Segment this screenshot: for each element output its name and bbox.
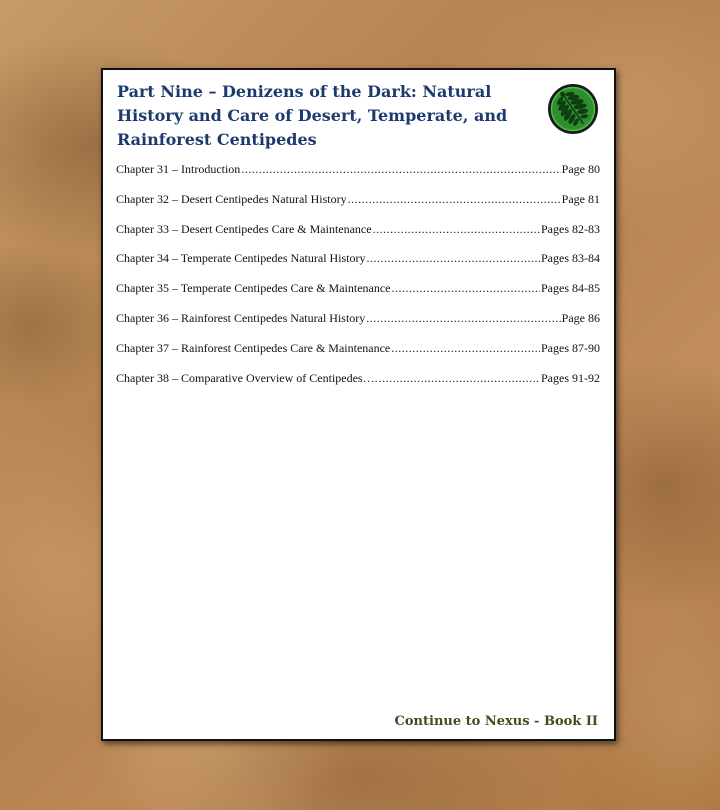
toc-page-number: Pages 82-83 bbox=[541, 221, 600, 236]
toc-entry-chapter-31[interactable] bbox=[116, 162, 600, 192]
toc-chapter-title: Chapter 37 – Rainforest Centipedes Care & Maintenance bbox=[116, 340, 391, 355]
dot-leader bbox=[391, 341, 540, 356]
toc-chapter-title: Chapter 33 – Desert Centipedes Care & Maintenance bbox=[116, 221, 372, 236]
toc-chapter-title: Chapter 35 – Temperate Centipedes Care & Maintenance bbox=[116, 281, 391, 296]
toc-page-number: Pages 83-84 bbox=[541, 251, 600, 266]
document-page bbox=[101, 68, 616, 741]
toc-page-number: Page 81 bbox=[561, 191, 600, 206]
dot-leader bbox=[241, 162, 560, 177]
toc-page-number: Page 80 bbox=[561, 162, 600, 176]
toc-page-number: Pages 84-85 bbox=[541, 281, 600, 296]
dot-leader bbox=[366, 311, 560, 326]
toc-entry-chapter-35[interactable] bbox=[116, 281, 600, 311]
toc-entry-chapter-34[interactable] bbox=[116, 251, 600, 281]
continue-to-book-ii-link[interactable]: Continue to Nexus - Book II bbox=[394, 714, 598, 729]
toc-page-number: Page 86 bbox=[561, 310, 600, 325]
toc-chapter-title: Chapter 36 – Rainforest Centipedes Natural History bbox=[116, 310, 366, 325]
toc-entry-chapter-37[interactable] bbox=[116, 341, 600, 371]
dot-leader bbox=[348, 192, 561, 207]
toc-chapter-title: Chapter 31 – Introduction bbox=[116, 162, 241, 176]
dot-leader bbox=[392, 281, 540, 296]
table-of-contents bbox=[116, 162, 600, 400]
fern-leaf-icon bbox=[547, 83, 599, 135]
toc-page-number: Pages 91-92 bbox=[541, 370, 600, 385]
dot-leader bbox=[379, 371, 540, 386]
part-title: Part Nine – Denizens of the Dark: Natural History and Care of Desert, Temperate, and Rainforest Centipedes bbox=[117, 82, 508, 149]
toc-entry-chapter-32[interactable] bbox=[116, 192, 600, 222]
dot-leader bbox=[367, 251, 540, 266]
toc-entry-chapter-38[interactable] bbox=[116, 371, 600, 401]
toc-chapter-title: Chapter 34 – Temperate Centipedes Natural History bbox=[116, 251, 366, 266]
toc-chapter-title: Chapter 32 – Desert Centipedes Natural History bbox=[116, 191, 347, 206]
toc-page-number: Pages 87-90 bbox=[541, 340, 600, 355]
toc-chapter-title: Chapter 38 – Comparative Overview of Centipedes…. bbox=[116, 370, 378, 385]
toc-entry-chapter-33[interactable] bbox=[116, 222, 600, 252]
dot-leader bbox=[373, 222, 540, 237]
toc-entry-chapter-36[interactable] bbox=[116, 311, 600, 341]
